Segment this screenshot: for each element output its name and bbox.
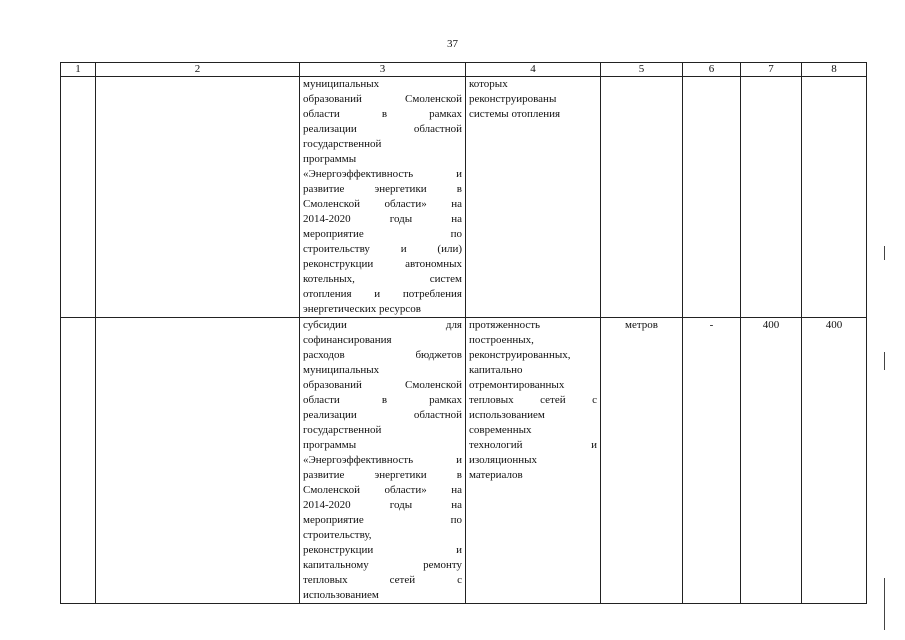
cell-row2-col6: - bbox=[683, 318, 741, 604]
text-line: тепловых сетей с bbox=[303, 574, 462, 586]
text-line: отремонтированных bbox=[469, 379, 565, 391]
text-line: программы bbox=[303, 153, 357, 165]
cell-row2-col2 bbox=[96, 318, 300, 604]
text-line: капитально bbox=[469, 364, 523, 376]
text-line: реконструированных, bbox=[469, 349, 571, 361]
text-line: области в рамках bbox=[303, 108, 462, 120]
text-line: муниципальных bbox=[303, 78, 380, 90]
header-row bbox=[61, 63, 867, 77]
cell-row1-indicator bbox=[466, 77, 601, 318]
text-line: современных bbox=[469, 424, 532, 436]
text-line: софинансирования bbox=[303, 334, 392, 346]
cell-row1-description bbox=[300, 77, 466, 318]
text-line: реализации областной bbox=[303, 409, 462, 421]
text-line: реконструкции автономных bbox=[303, 258, 462, 270]
text-line: построенных, bbox=[469, 334, 534, 346]
text-line: образований Смоленской bbox=[303, 379, 462, 391]
text-line: государственной bbox=[303, 424, 382, 436]
text-line: строительству и (или) bbox=[303, 243, 462, 255]
table-row bbox=[61, 77, 867, 318]
text-line: реконструкции и bbox=[303, 544, 462, 556]
cell-row2-col7: 400 bbox=[741, 318, 802, 604]
text-line: строительству, bbox=[303, 529, 372, 541]
page-number: 37 bbox=[447, 38, 458, 50]
text-line: области в рамках bbox=[303, 394, 462, 406]
text-line: муниципальных bbox=[303, 364, 380, 376]
text-line: Смоленской области» на bbox=[303, 484, 462, 496]
text-line: образований Смоленской bbox=[303, 93, 462, 105]
text-line: мероприятие по bbox=[303, 514, 462, 526]
table-row bbox=[61, 318, 867, 604]
text-line: протяженность bbox=[469, 319, 541, 331]
col-header-2: 2 bbox=[96, 63, 300, 77]
cell-row2-indicator bbox=[466, 318, 601, 604]
text-line: которых bbox=[469, 78, 508, 90]
text-line: реализации областной bbox=[303, 123, 462, 135]
col-header-4: 4 bbox=[466, 63, 601, 77]
text-line: 2014-2020 годы на bbox=[303, 499, 462, 511]
scan-edge-mark bbox=[884, 578, 885, 630]
text-line: тепловых сетей с bbox=[469, 394, 597, 406]
cell-row1-col6 bbox=[683, 77, 741, 318]
text-line: Смоленской области» на bbox=[303, 198, 462, 210]
text-line: реконструированы bbox=[469, 93, 557, 105]
col-header-8: 8 bbox=[802, 63, 867, 77]
text-line: мероприятие по bbox=[303, 228, 462, 240]
cell-row2-description bbox=[300, 318, 466, 604]
cell-row1-col2 bbox=[96, 77, 300, 318]
text-line: отопления и потребления bbox=[303, 288, 462, 300]
cell-row2-col1 bbox=[61, 318, 96, 604]
col-header-3: 3 bbox=[300, 63, 466, 77]
text-line: материалов bbox=[469, 469, 523, 481]
cell-row1-col8 bbox=[802, 77, 867, 318]
text-line: программы bbox=[303, 439, 357, 451]
document-table bbox=[60, 62, 867, 604]
text-line: технологий и bbox=[469, 439, 597, 451]
col-header-1: 1 bbox=[61, 63, 96, 77]
text-line: «Энергоэффективность и bbox=[303, 454, 462, 466]
text-line: энергетических ресурсов bbox=[303, 303, 421, 315]
text-line: использованием bbox=[469, 409, 545, 421]
cell-row1-col7 bbox=[741, 77, 802, 318]
cell-row2-unit: метров bbox=[601, 318, 683, 604]
text-line: субсидии для bbox=[303, 319, 462, 331]
text-line: развитие энергетики в bbox=[303, 469, 462, 481]
text-line: изоляционных bbox=[469, 454, 538, 466]
cell-row1-col5 bbox=[601, 77, 683, 318]
text-line: использованием bbox=[303, 589, 379, 601]
cell-row2-col8: 400 bbox=[802, 318, 867, 604]
col-header-7: 7 bbox=[741, 63, 802, 77]
scan-edge-mark bbox=[884, 246, 885, 260]
cell-row1-col1 bbox=[61, 77, 96, 318]
text-line: 2014-2020 годы на bbox=[303, 213, 462, 225]
text-line: системы отопления bbox=[469, 108, 561, 120]
text-line: капитальному ремонту bbox=[303, 559, 462, 571]
col-header-5: 5 bbox=[601, 63, 683, 77]
text-line: расходов бюджетов bbox=[303, 349, 462, 361]
text-line: государственной bbox=[303, 138, 382, 150]
text-line: развитие энергетики в bbox=[303, 183, 462, 195]
scan-edge-mark bbox=[884, 352, 885, 370]
text-line: «Энергоэффективность и bbox=[303, 168, 462, 180]
col-header-6: 6 bbox=[683, 63, 741, 77]
text-line: котельных, систем bbox=[303, 273, 462, 285]
